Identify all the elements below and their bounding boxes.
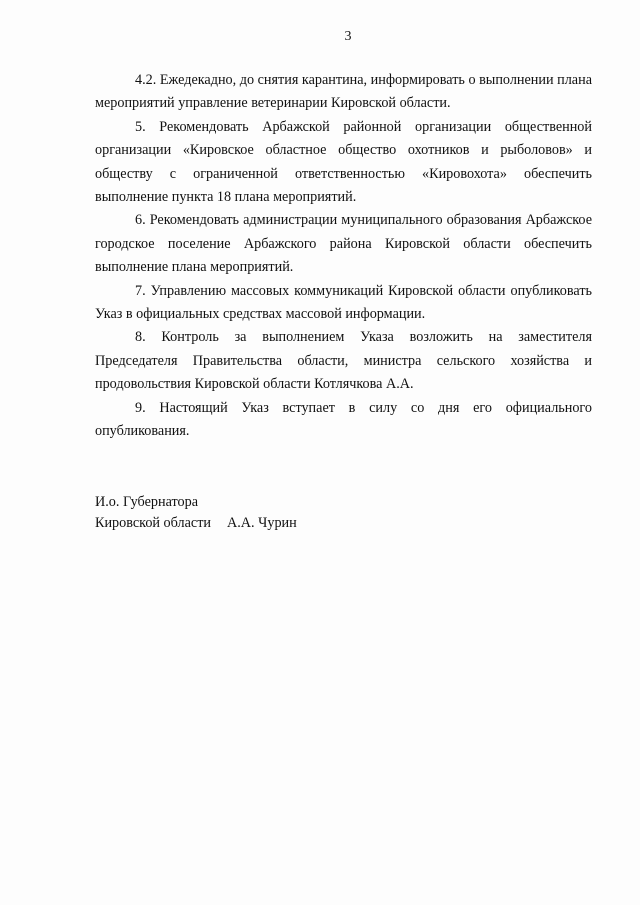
paragraph-5: 5. Рекомендовать Арбажской районной организации общественной организации «Кировское областное общество охотников и рыболовов» и обществу с ограниченной ответственностью «Кировохота» обеспечить выполнение пункта 18 плана мероприятий.	[95, 118, 592, 206]
paragraph-4-2: 4.2. Ежедекадно, до снятия карантина, информировать о выполнении плана мероприятий управление ветеринарии Кировской области.	[95, 72, 592, 112]
decree-body	[95, 69, 592, 444]
paragraph-8: 8. Контроль за выполнением Указа возложить на заместителя Председателя Правительства области, министра сельского хозяйства и продовольствия Кировской области Котлячкова А.А.	[95, 329, 592, 393]
signatory-title-line1: И.о. Губернатора	[95, 494, 198, 510]
signatory-title-line2-row	[95, 513, 297, 534]
page-number: 3	[344, 29, 352, 44]
signatory-title-line2: Кировской области	[95, 515, 211, 531]
paragraph-9: 9. Настоящий Указ вступает в силу со дня его официального опубликования.	[95, 399, 592, 440]
paragraph-7: 7. Управлению массовых коммуникаций Кировской области опубликовать Указ в официальных средствах массовой информации.	[95, 282, 592, 323]
signatory-name: А.А. Чурин	[227, 515, 297, 531]
paragraph-6: 6. Рекомендовать администрации муниципального образования Арбажское городское поселение Арбажского района Кировской области обеспечить выполнение плана мероприятий.	[95, 212, 592, 276]
signature-block	[95, 492, 297, 534]
